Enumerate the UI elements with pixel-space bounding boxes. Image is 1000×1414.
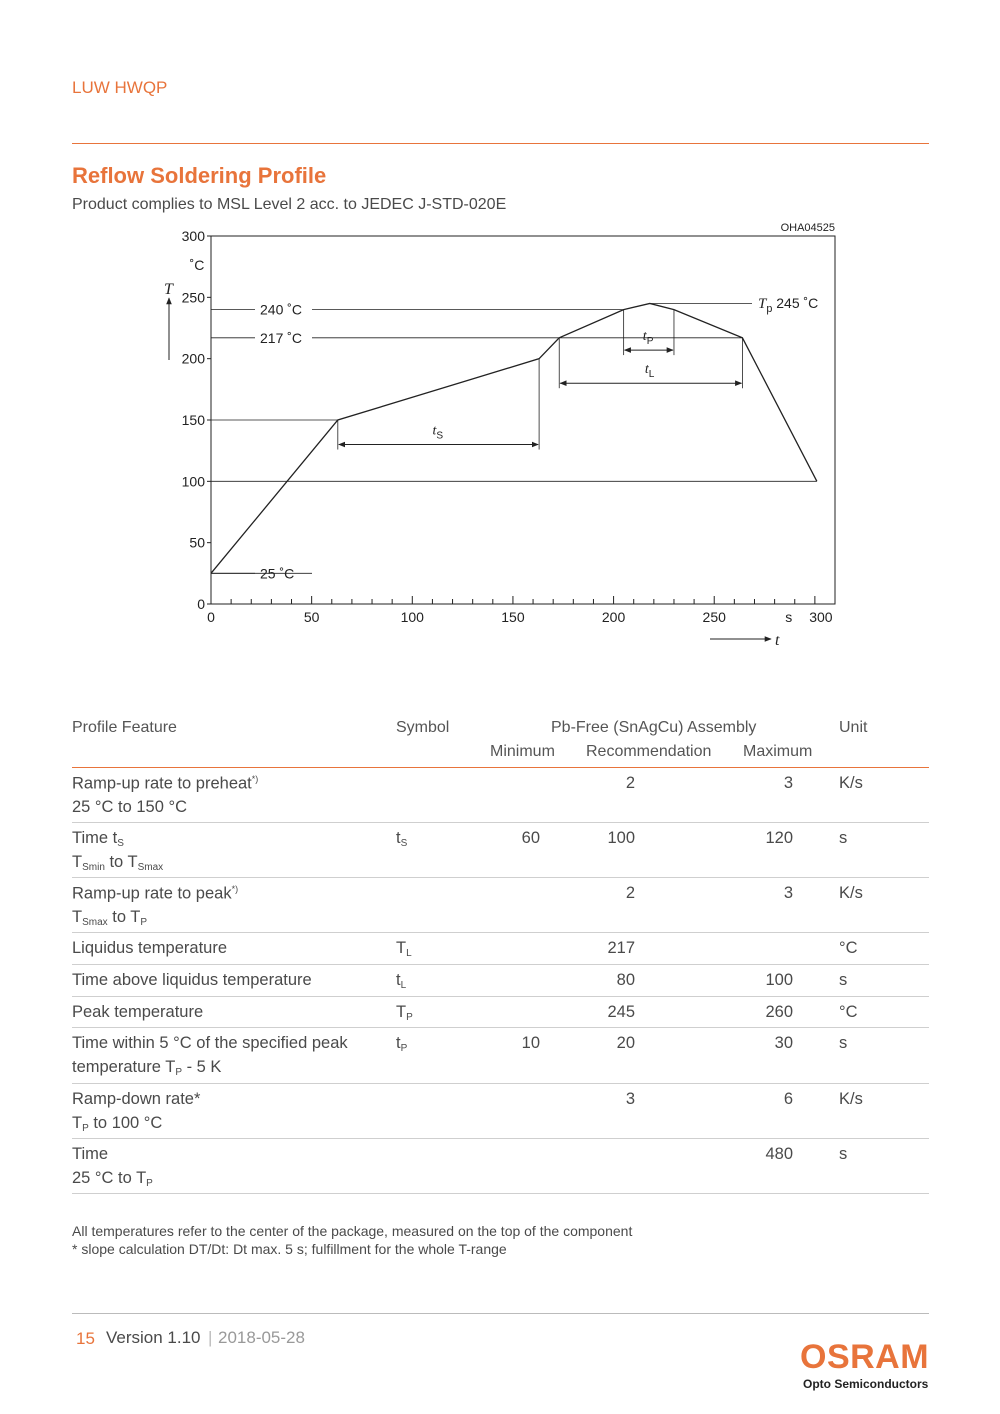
row-max: 6 bbox=[783, 1090, 793, 1108]
row-feature-range: $T_{Smin}$ to $T_{Smax}$ bbox=[72, 853, 164, 873]
x-unit-label: s bbox=[785, 609, 793, 625]
row-feature: Ramp-down rate* bbox=[72, 1090, 201, 1108]
row-unit: °C bbox=[839, 1003, 858, 1021]
row-divider bbox=[72, 877, 929, 878]
logo-subtitle: Opto Semiconductors bbox=[803, 1377, 929, 1391]
row-symbol: $t_L$ bbox=[396, 971, 407, 991]
x-axis-label: t bbox=[775, 632, 780, 649]
release-date: 2018-05-28 bbox=[218, 1328, 305, 1347]
reflow-chart bbox=[0, 215, 1000, 655]
footer-divider bbox=[72, 1313, 929, 1314]
y-tick-label: 250 bbox=[181, 289, 205, 306]
version-label: Version 1.10 bbox=[106, 1328, 201, 1347]
span-label-l: $t_L$ bbox=[644, 362, 655, 381]
row-max: 260 bbox=[765, 1003, 793, 1021]
header-max: Maximum bbox=[743, 743, 813, 760]
x-tick-label: 250 bbox=[702, 609, 726, 625]
row-unit: K/s bbox=[839, 774, 863, 792]
row-max: 120 bbox=[765, 829, 793, 847]
row-rec: 100 bbox=[607, 829, 635, 847]
y-axis-label: T bbox=[164, 281, 173, 298]
reference-label: 25 ˚C bbox=[260, 565, 295, 582]
figure-id: OHA04525 bbox=[780, 222, 835, 234]
row-unit: °C bbox=[839, 939, 858, 957]
header-assembly: Pb-Free (SnAgCu) Assembly bbox=[551, 719, 757, 736]
row-unit: s bbox=[839, 829, 848, 847]
y-unit-label: ˚C bbox=[189, 257, 205, 273]
x-tick-label: 50 bbox=[303, 609, 320, 625]
footnote-slope: * slope calculation DT/Dt: Dt max. 5 s; fulfillment for the whole T-range bbox=[72, 1241, 507, 1257]
row-feature-range: 25 °C to 150 °C bbox=[72, 798, 188, 816]
document-id: LUW HWQP bbox=[72, 78, 168, 97]
row-feature: Time above liquidus temperature bbox=[72, 971, 312, 989]
row-symbol: $t_P$ bbox=[396, 1034, 408, 1054]
osram-logo: OSRAM bbox=[800, 1338, 930, 1376]
row-divider bbox=[72, 822, 929, 823]
x-tick-label: 0 bbox=[207, 609, 215, 625]
row-max: 3 bbox=[783, 884, 793, 902]
row-max: 3 bbox=[783, 774, 793, 792]
reference-label: 217 ˚C bbox=[260, 329, 303, 346]
section-subtitle: Product complies to MSL Level 2 acc. to JEDEC J-STD-020E bbox=[72, 196, 507, 213]
header-unit: Unit bbox=[839, 719, 868, 736]
y-tick-label: 150 bbox=[181, 412, 205, 428]
row-unit: s bbox=[839, 1145, 848, 1163]
y-tick-label: 50 bbox=[189, 534, 205, 551]
row-max: 100 bbox=[765, 971, 793, 989]
row-feature: Peak temperature bbox=[72, 1003, 204, 1021]
row-symbol: $T_L$ bbox=[396, 939, 412, 959]
row-max: 30 bbox=[774, 1034, 793, 1052]
row-symbol: $t_S$ bbox=[396, 829, 408, 849]
x-tick-label: 200 bbox=[601, 609, 626, 625]
row-feature-range: 25 °C to $T_P$ bbox=[72, 1169, 153, 1189]
x-tick-label: 150 bbox=[501, 609, 525, 625]
row-symbol: $T_P$ bbox=[396, 1003, 413, 1023]
row-divider bbox=[72, 964, 929, 965]
header-min: Minimum bbox=[490, 743, 555, 760]
header-rec: Recommendation bbox=[586, 743, 712, 760]
row-feature: Liquidus temperature bbox=[72, 939, 228, 957]
row-rec: 80 bbox=[616, 971, 635, 989]
y-tick-label: 100 bbox=[181, 473, 205, 490]
header-symbol: Symbol bbox=[396, 719, 450, 736]
y-tick-label: 0 bbox=[197, 596, 205, 612]
x-tick-label: 300 bbox=[809, 609, 833, 625]
row-max: 480 bbox=[765, 1145, 793, 1163]
footnote-temperature: All temperatures refer to the center of the package, measured on the top of the component bbox=[72, 1223, 633, 1239]
row-feature: Ramp-up rate to preheat*) bbox=[72, 774, 259, 793]
row-rec: 2 bbox=[625, 774, 635, 792]
row-divider bbox=[72, 1138, 929, 1139]
row-divider bbox=[72, 932, 929, 933]
row-min: 60 bbox=[521, 829, 540, 847]
page-number: 15 bbox=[76, 1329, 95, 1348]
row-divider bbox=[72, 1193, 929, 1194]
row-unit: s bbox=[839, 971, 848, 989]
header-divider bbox=[72, 143, 929, 144]
row-rec: 2 bbox=[625, 884, 635, 902]
row-feature: Time $t_S$ bbox=[72, 829, 124, 849]
span-label-s: $t_S$ bbox=[432, 423, 444, 442]
x-tick-label: 100 bbox=[400, 609, 424, 625]
row-min: 10 bbox=[521, 1034, 540, 1052]
row-feature-range: $T_{Smax}$ to $T_P$ bbox=[72, 908, 148, 928]
row-feature: Ramp-up rate to peak*) bbox=[72, 884, 239, 903]
section-title: Reflow Soldering Profile bbox=[72, 163, 327, 188]
row-unit: K/s bbox=[839, 884, 863, 902]
row-unit: s bbox=[839, 1034, 848, 1052]
row-unit: K/s bbox=[839, 1090, 863, 1108]
header-feature: Profile Feature bbox=[72, 719, 177, 736]
y-tick-label: 300 bbox=[181, 228, 205, 244]
span-label-p: $t_P$ bbox=[642, 329, 654, 348]
peak-label: $T_p$ 245 ˚C bbox=[758, 295, 819, 315]
row-rec: 217 bbox=[607, 939, 635, 957]
row-divider bbox=[72, 996, 929, 997]
y-tick-label: 200 bbox=[181, 350, 205, 367]
row-rec: 20 bbox=[616, 1034, 635, 1052]
row-feature: Time within 5 °C of the specified peak bbox=[72, 1034, 348, 1052]
header-rule bbox=[72, 767, 929, 768]
row-feature-range: temperature $T_P - 5$ K bbox=[72, 1058, 222, 1078]
row-divider bbox=[72, 1083, 929, 1084]
reference-label: 240 ˚C bbox=[260, 301, 303, 318]
row-rec: 245 bbox=[607, 1003, 635, 1021]
row-rec: 3 bbox=[625, 1090, 635, 1108]
row-feature: Time bbox=[72, 1145, 109, 1163]
row-feature-range: $T_P$ to 100 °C bbox=[72, 1114, 163, 1134]
row-divider bbox=[72, 1027, 929, 1028]
footer-separator: | bbox=[208, 1328, 213, 1347]
